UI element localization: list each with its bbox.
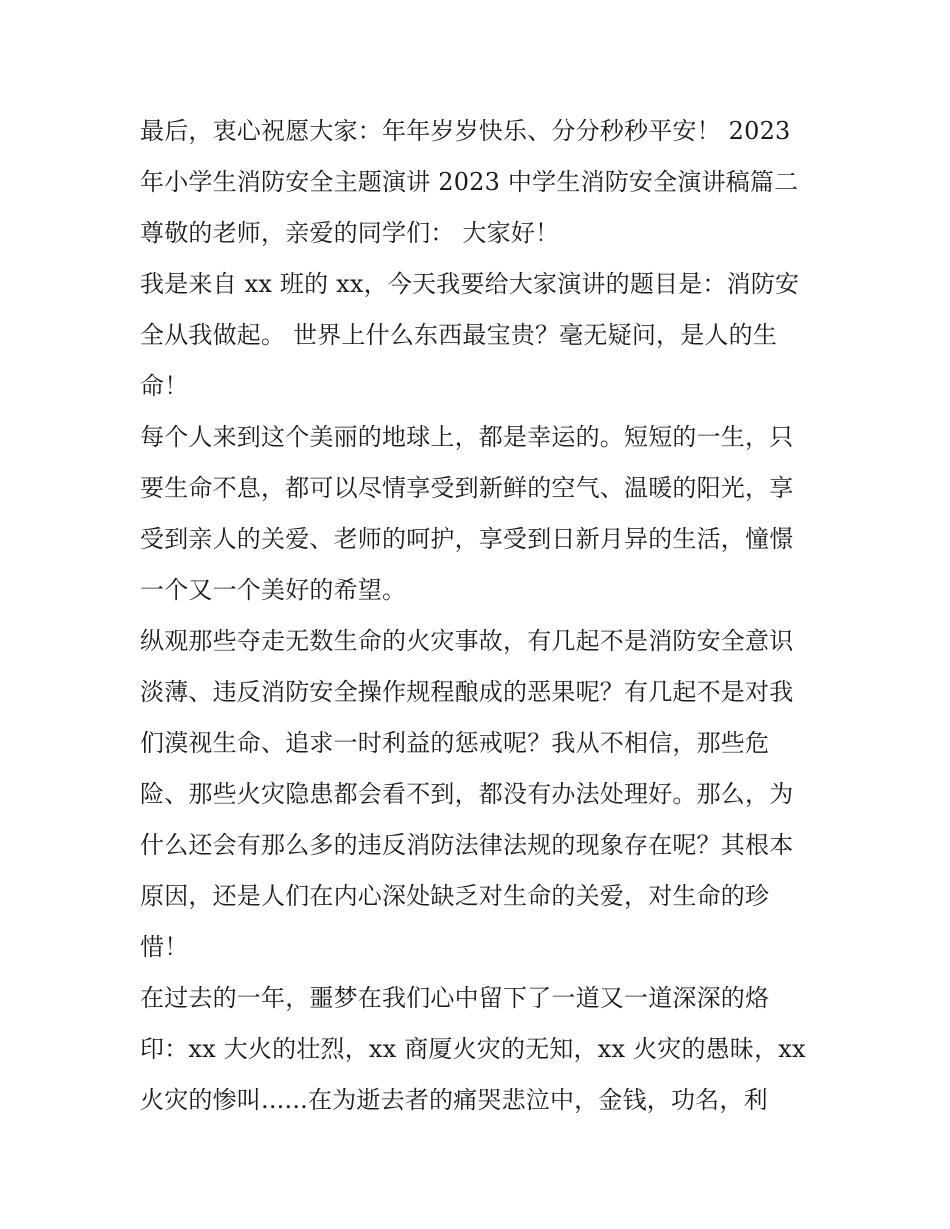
text-line: 纵观那些夺走无数生命的火灾事故，有几起不是消防安全意识 [140,627,794,655]
text-line: 尊敬的老师，亲爱的同学们： 大家好！ [140,219,560,247]
text-line: 受到亲人的关爱、老师的呵护，享受到日新月异的生活，憧憬 [140,525,794,553]
text-line: 什么还会有那么多的违反消防法律法规的现象存在呢？其根本 [140,831,794,859]
text-line: 们漠视生命、追求一时利益的惩戒呢？我从不相信，那些危 [140,729,770,757]
text-line: 年小学生消防安全主题演讲 2023 中学生消防安全演讲稿篇二 [140,168,799,196]
text-line: 最后，衷心祝愿大家：年年岁岁快乐、分分秒秒平安！ 2023 [140,117,791,145]
document-body [140,106,812,1126]
text-line: 全从我做起。 世界上什么东西最宝贵？毫无疑问，是人的生 [140,321,778,349]
text-line: 火灾的惨叫......在为逝去者的痛哭悲泣中，金钱，功名，利 [140,1086,768,1114]
text-line: 一个又一个美好的希望。 [140,576,407,604]
text-line: 原因，还是人们在内心深处缺乏对生命的关爱，对生命的珍 [140,882,770,910]
text-line: 命！ [140,372,189,400]
text-line: 要生命不息，都可以尽情享受到新鲜的空气、温暖的阳光，享 [140,474,794,502]
text-line: 每个人来到这个美丽的地球上，都是幸运的。短短的一生，只 [140,423,794,451]
text-line: 在过去的一年，噩梦在我们心中留下了一道又一道深深的烙 [140,984,770,1012]
text-line: 惜！ [140,933,189,961]
text-line: 险、那些火灾隐患都会看不到，都没有办法处理好。那么，为 [140,780,794,808]
text-line: 我是来自 xx 班的 xx，今天我要给大家演讲的题目是：消防安 [140,270,800,298]
text-line: 印：xx 大火的壮烈，xx 商厦火灾的无知，xx 火灾的愚昧，xx [140,1035,806,1063]
text-line: 淡薄、违反消防安全操作规程酿成的恶果呢？有几起不是对我 [140,678,794,706]
